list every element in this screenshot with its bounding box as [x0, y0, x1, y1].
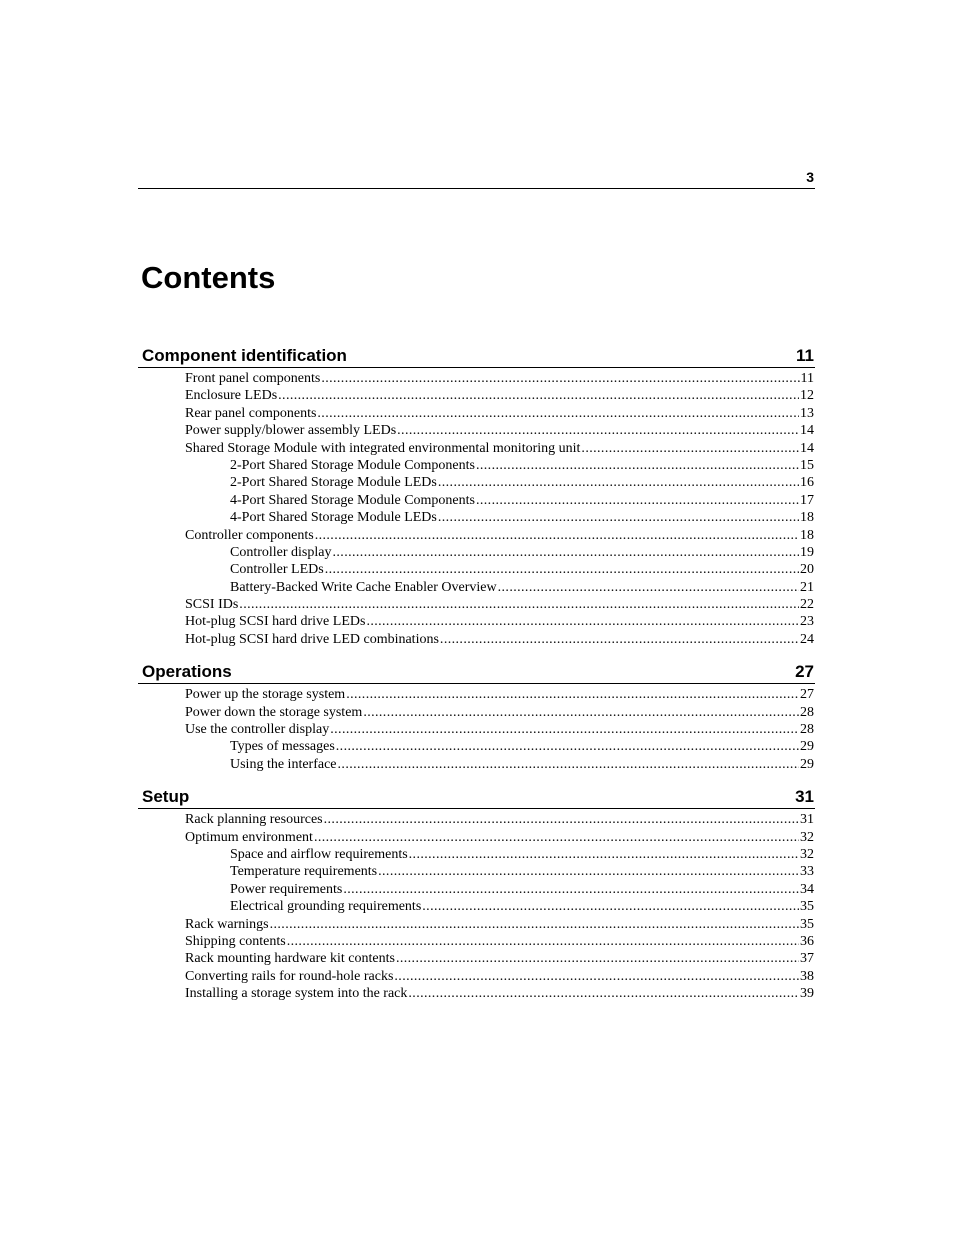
dot-leader	[343, 881, 799, 898]
entry-page-number: 29	[800, 739, 814, 755]
dot-leader	[438, 474, 799, 491]
entry-title: Rack warnings	[185, 916, 269, 932]
entry-page-number: 39	[800, 986, 814, 1002]
section-entries	[138, 809, 815, 1002]
toc-subentry[interactable]	[138, 863, 815, 880]
entry-page-number: 23	[800, 614, 814, 630]
entry-page-number: 17	[800, 492, 814, 508]
toc-entry[interactable]	[138, 829, 815, 846]
dot-leader	[476, 492, 799, 509]
entry-page-number: 37	[800, 951, 814, 967]
dot-leader	[476, 457, 799, 474]
dot-leader	[330, 721, 799, 738]
toc-entry[interactable]	[138, 440, 815, 457]
dot-leader	[315, 527, 799, 544]
entry-title: Front panel components	[185, 371, 321, 386]
entry-title: SCSI IDs	[185, 597, 239, 613]
dot-leader	[287, 933, 799, 950]
toc-subentry[interactable]	[138, 738, 815, 755]
entry-title: 4-Port Shared Storage Module Components	[230, 492, 475, 508]
dot-leader	[396, 950, 799, 967]
entry-title: Temperature requirements	[230, 864, 378, 880]
entry-page-number: 13	[800, 405, 814, 421]
toc-entry[interactable]	[138, 613, 815, 630]
toc-subentry[interactable]	[138, 492, 815, 509]
dot-leader	[314, 829, 799, 846]
header-rule	[138, 188, 815, 189]
dot-leader	[270, 916, 799, 933]
entry-title: Battery-Backed Write Cache Enabler Overview	[230, 579, 497, 595]
toc-entry[interactable]	[138, 631, 815, 648]
toc-entry[interactable]	[138, 916, 815, 933]
toc-subentry[interactable]	[138, 544, 815, 561]
dot-leader	[409, 846, 799, 863]
section-page-number: 11	[796, 346, 814, 365]
table-of-contents	[138, 343, 815, 1014]
section-title: Operations	[142, 662, 232, 682]
entry-title: Power requirements	[230, 881, 343, 897]
toc-subentry[interactable]	[138, 457, 815, 474]
toc-entry[interactable]	[138, 596, 815, 613]
entry-page-number: 31	[800, 812, 814, 828]
section-title: Component identification	[142, 346, 347, 365]
entry-page-number: 29	[800, 756, 814, 772]
entry-page-number: 36	[800, 933, 814, 949]
entry-page-number: 32	[800, 829, 814, 845]
dot-leader	[408, 985, 799, 1002]
toc-subentry[interactable]	[138, 509, 815, 526]
toc-entry[interactable]	[138, 405, 815, 422]
entry-page-number: 11	[800, 371, 814, 386]
dot-leader	[363, 704, 799, 721]
entry-title: Use the controller display	[185, 722, 330, 738]
entry-page-number: 14	[800, 423, 814, 439]
dot-leader	[346, 686, 799, 703]
entry-page-number: 20	[800, 562, 814, 578]
section-heading[interactable]	[138, 784, 815, 809]
toc-section	[138, 784, 815, 1002]
entry-title: Enclosure LEDs	[185, 388, 278, 404]
entry-title: Space and airflow requirements	[230, 846, 408, 862]
entry-title: Shipping contents	[185, 933, 286, 949]
dot-leader	[333, 544, 800, 561]
entry-title: Hot-plug SCSI hard drive LEDs	[185, 614, 366, 630]
dot-leader	[321, 370, 799, 387]
entry-page-number: 24	[800, 631, 814, 647]
entry-title: 2-Port Shared Storage Module Components	[230, 457, 475, 473]
entry-title: Power up the storage system	[185, 687, 346, 703]
section-entries	[138, 368, 815, 648]
entry-title: Rack mounting hardware kit contents	[185, 951, 395, 967]
section-entries	[138, 684, 815, 773]
dot-leader	[581, 440, 799, 457]
entry-page-number: 38	[800, 968, 814, 984]
dot-leader	[324, 811, 799, 828]
page-title: Contents	[141, 260, 276, 295]
entry-page-number: 34	[800, 881, 814, 897]
entry-page-number: 22	[800, 597, 814, 613]
toc-subentry[interactable]	[138, 881, 815, 898]
toc-entry[interactable]	[138, 370, 815, 387]
entry-page-number: 21	[800, 579, 814, 595]
toc-entry[interactable]	[138, 686, 815, 703]
toc-entry[interactable]	[138, 968, 815, 985]
section-title: Setup	[142, 787, 190, 807]
toc-entry[interactable]	[138, 950, 815, 967]
entry-title: Using the interface	[230, 756, 337, 772]
section-page-number: 31	[795, 787, 814, 807]
dot-leader	[338, 756, 799, 773]
dot-leader	[422, 898, 799, 915]
toc-entry[interactable]	[138, 933, 815, 950]
entry-title: Installing a storage system into the rack	[185, 986, 408, 1002]
section-heading[interactable]	[138, 659, 815, 684]
toc-entry[interactable]	[138, 422, 815, 439]
dot-leader	[498, 579, 799, 596]
toc-section	[138, 659, 815, 773]
entry-page-number: 18	[800, 510, 814, 526]
entry-page-number: 33	[800, 864, 814, 880]
toc-subentry[interactable]	[138, 846, 815, 863]
entry-page-number: 18	[800, 527, 814, 543]
dot-leader	[394, 968, 799, 985]
entry-title: Electrical grounding requirements	[230, 899, 422, 915]
dot-leader	[378, 863, 799, 880]
entry-page-number: 19	[800, 544, 814, 560]
dot-leader	[440, 631, 799, 648]
toc-section	[138, 343, 815, 648]
dot-leader	[278, 387, 799, 404]
dot-leader	[366, 613, 799, 630]
toc-entry[interactable]	[138, 704, 815, 721]
toc-entry[interactable]	[138, 985, 815, 1002]
entry-page-number: 35	[800, 916, 814, 932]
entry-page-number: 27	[800, 687, 814, 703]
toc-entry[interactable]	[138, 387, 815, 404]
dot-leader	[325, 561, 799, 578]
entry-title: Controller display	[230, 544, 332, 560]
page-number: 3	[806, 169, 814, 185]
entry-page-number: 14	[800, 440, 814, 456]
entry-title: 2-Port Shared Storage Module LEDs	[230, 475, 437, 491]
toc-subentry[interactable]	[138, 756, 815, 773]
entry-title: 4-Port Shared Storage Module LEDs	[230, 510, 437, 526]
toc-entry[interactable]	[138, 721, 815, 738]
toc-entry[interactable]	[138, 527, 815, 544]
toc-subentry[interactable]	[138, 474, 815, 491]
entry-title: Optimum environment	[185, 829, 313, 845]
entry-page-number: 32	[800, 846, 814, 862]
toc-entry[interactable]	[138, 811, 815, 828]
toc-subentry[interactable]	[138, 898, 815, 915]
entry-title: Rear panel components	[185, 405, 317, 421]
dot-leader	[239, 596, 799, 613]
entry-title: Rack planning resources	[185, 812, 323, 828]
entry-title: Controller LEDs	[230, 562, 324, 578]
entry-title: Hot-plug SCSI hard drive LED combinations	[185, 631, 439, 647]
entry-title: Controller components	[185, 527, 314, 543]
entry-page-number: 15	[800, 457, 814, 473]
entry-page-number: 35	[800, 899, 814, 915]
toc-subentry[interactable]	[138, 561, 815, 578]
entry-title: Power supply/blower assembly LEDs	[185, 423, 397, 439]
section-heading[interactable]	[138, 343, 815, 368]
dot-leader	[438, 509, 799, 526]
dot-leader	[397, 422, 799, 439]
entry-title: Shared Storage Module with integrated environmental monitoring unit	[185, 440, 581, 456]
entry-title: Types of messages	[230, 739, 335, 755]
entry-page-number: 28	[800, 704, 814, 720]
section-page-number: 27	[795, 662, 814, 682]
toc-subentry[interactable]	[138, 579, 815, 596]
dot-leader	[317, 405, 799, 422]
entry-page-number: 16	[800, 475, 814, 491]
entry-title: Power down the storage system	[185, 704, 363, 720]
entry-page-number: 28	[800, 722, 814, 738]
dot-leader	[336, 738, 799, 755]
entry-page-number: 12	[800, 388, 814, 404]
entry-title: Converting rails for round-hole racks	[185, 968, 394, 984]
